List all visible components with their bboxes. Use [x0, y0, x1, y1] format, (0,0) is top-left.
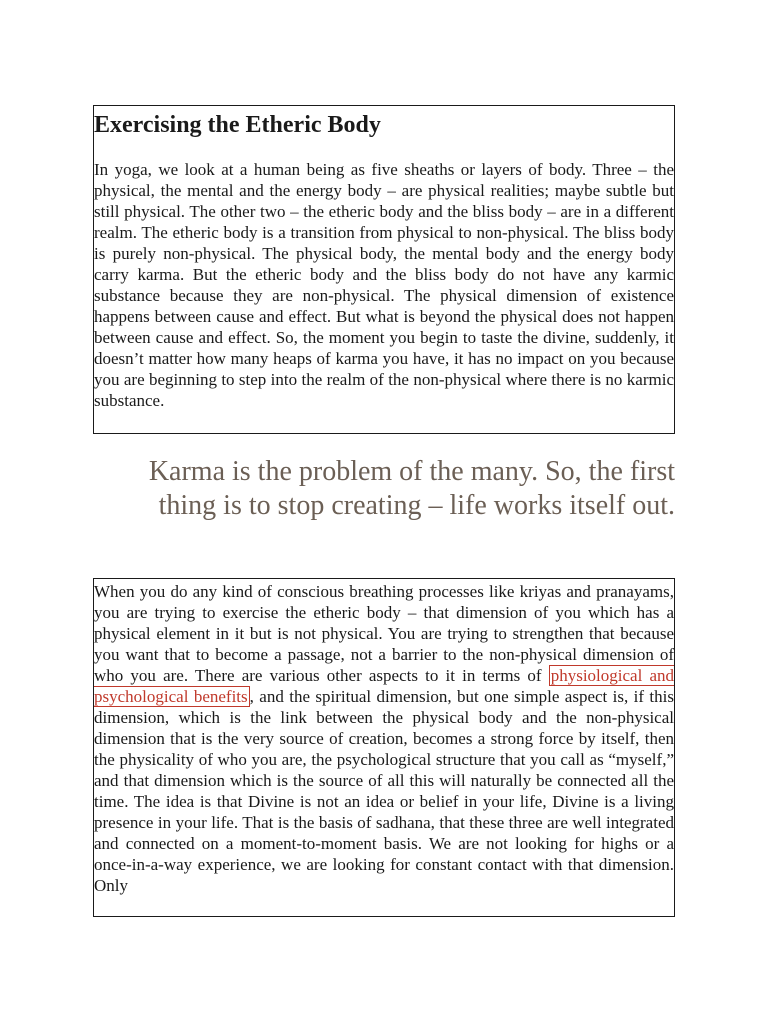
section-paragraph: In yoga, we look at a human being as five sheaths or layers of body. Three – the physical, the mental and the energy body – are physical realities; maybe subtle but still physical. The other two – the etheric body and the bliss body – are in a different realm. The etheric body is a transition from physical to non-physical. The bliss body is purely non-physical. The physical body, the mental body and the energy body carry karma. But the etheric body and the bliss body do not have any karmic substance because they are non-physical. The physical dimension of existence happens between cause and effect. But what is beyond the physical does not happen between cause and effect. So, the moment you begin to taste the divine, suddenly, it doesn’t matter how many heaps of karma you have, it has no impact on you because you are beginning to step into the realm of the non-physical where there is no karmic substance.	[94, 160, 674, 410]
benefits-link[interactable]: physiological and psychological benefits	[94, 666, 674, 706]
paragraph-text-after-link: , and the spiritual dimension, but one simple aspect is, if this dimension, which is the link between the physical body and the non-physical dimension that is the very source of creation, becomes a strong force by itself, then the physicality of who you are, the psychological structure that you call as “myself,” and that dimension which is the source of all this will naturally be connected all the time. The idea is that Divine is not an idea or belief in your life, Divine is a living presence in your life. That is the basis of sadhana, that these three are well integrated and connected on a moment-to-moment basis. We are not looking for highs or a once-in-a-way experience, we are looking for constant contact with that dimension. Only	[94, 687, 674, 895]
paragraph-text-before-link: When you do any kind of conscious breathing processes like kriyas and pranayams, you are trying to exercise the etheric body – that dimension of you which has a physical element in it but is not physical. You are trying to strengthen that because you want that to become a passage, not a barrier to the non-physical dimension of who you are. There are various other aspects to it in terms of	[94, 582, 674, 685]
pull-quote: Karma is the problem of the many. So, the first thing is to stop creating – life works itself out.	[148, 456, 675, 521]
section-paragraph-2	[94, 581, 674, 896]
section-box-etheric-body	[93, 105, 675, 434]
section-box-breathing	[93, 578, 675, 917]
section-title: Exercising the Etheric Body	[94, 112, 381, 138]
